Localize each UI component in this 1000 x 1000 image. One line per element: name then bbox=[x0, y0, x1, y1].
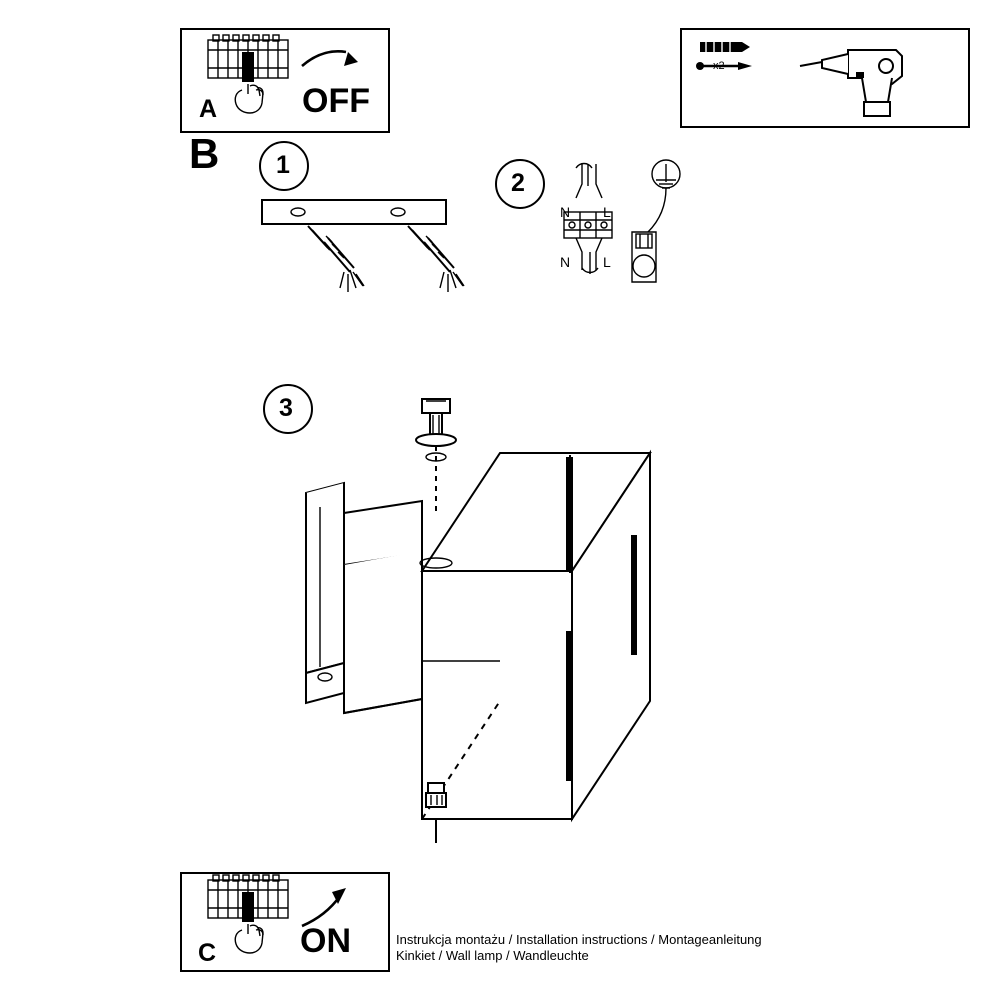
step-3-number: 3 bbox=[279, 394, 293, 422]
wire-connector-terminal-icon bbox=[548, 150, 708, 310]
step-2-number: 2 bbox=[511, 169, 525, 197]
step-a-off-label: OFF bbox=[302, 82, 370, 120]
step-b-letter: B bbox=[189, 130, 220, 177]
ceiling-plate-wires-icon bbox=[250, 190, 490, 340]
terminal-label-l-top: L bbox=[603, 204, 611, 220]
terminal-label-n-bottom: N bbox=[560, 254, 571, 270]
tools-quantity-label: x2 bbox=[713, 60, 725, 72]
step-c-letter: C bbox=[198, 939, 217, 967]
footer-line-2: Kinkiet / Wall lamp / Wandleuchte bbox=[396, 948, 589, 963]
step-c-on-label: ON bbox=[300, 922, 351, 960]
wall-plug-screw-drill-icon bbox=[680, 28, 970, 128]
terminal-label-n-top: N bbox=[560, 204, 571, 220]
step-a-letter: A bbox=[199, 95, 218, 123]
footer-line-1: Instrukcja montażu / Installation instructions / Montageanleitung bbox=[396, 932, 762, 947]
step-1-number: 1 bbox=[276, 151, 290, 179]
cube-wall-lamp-assembly-icon bbox=[280, 385, 750, 845]
terminal-label-l-bottom: L bbox=[603, 254, 611, 270]
